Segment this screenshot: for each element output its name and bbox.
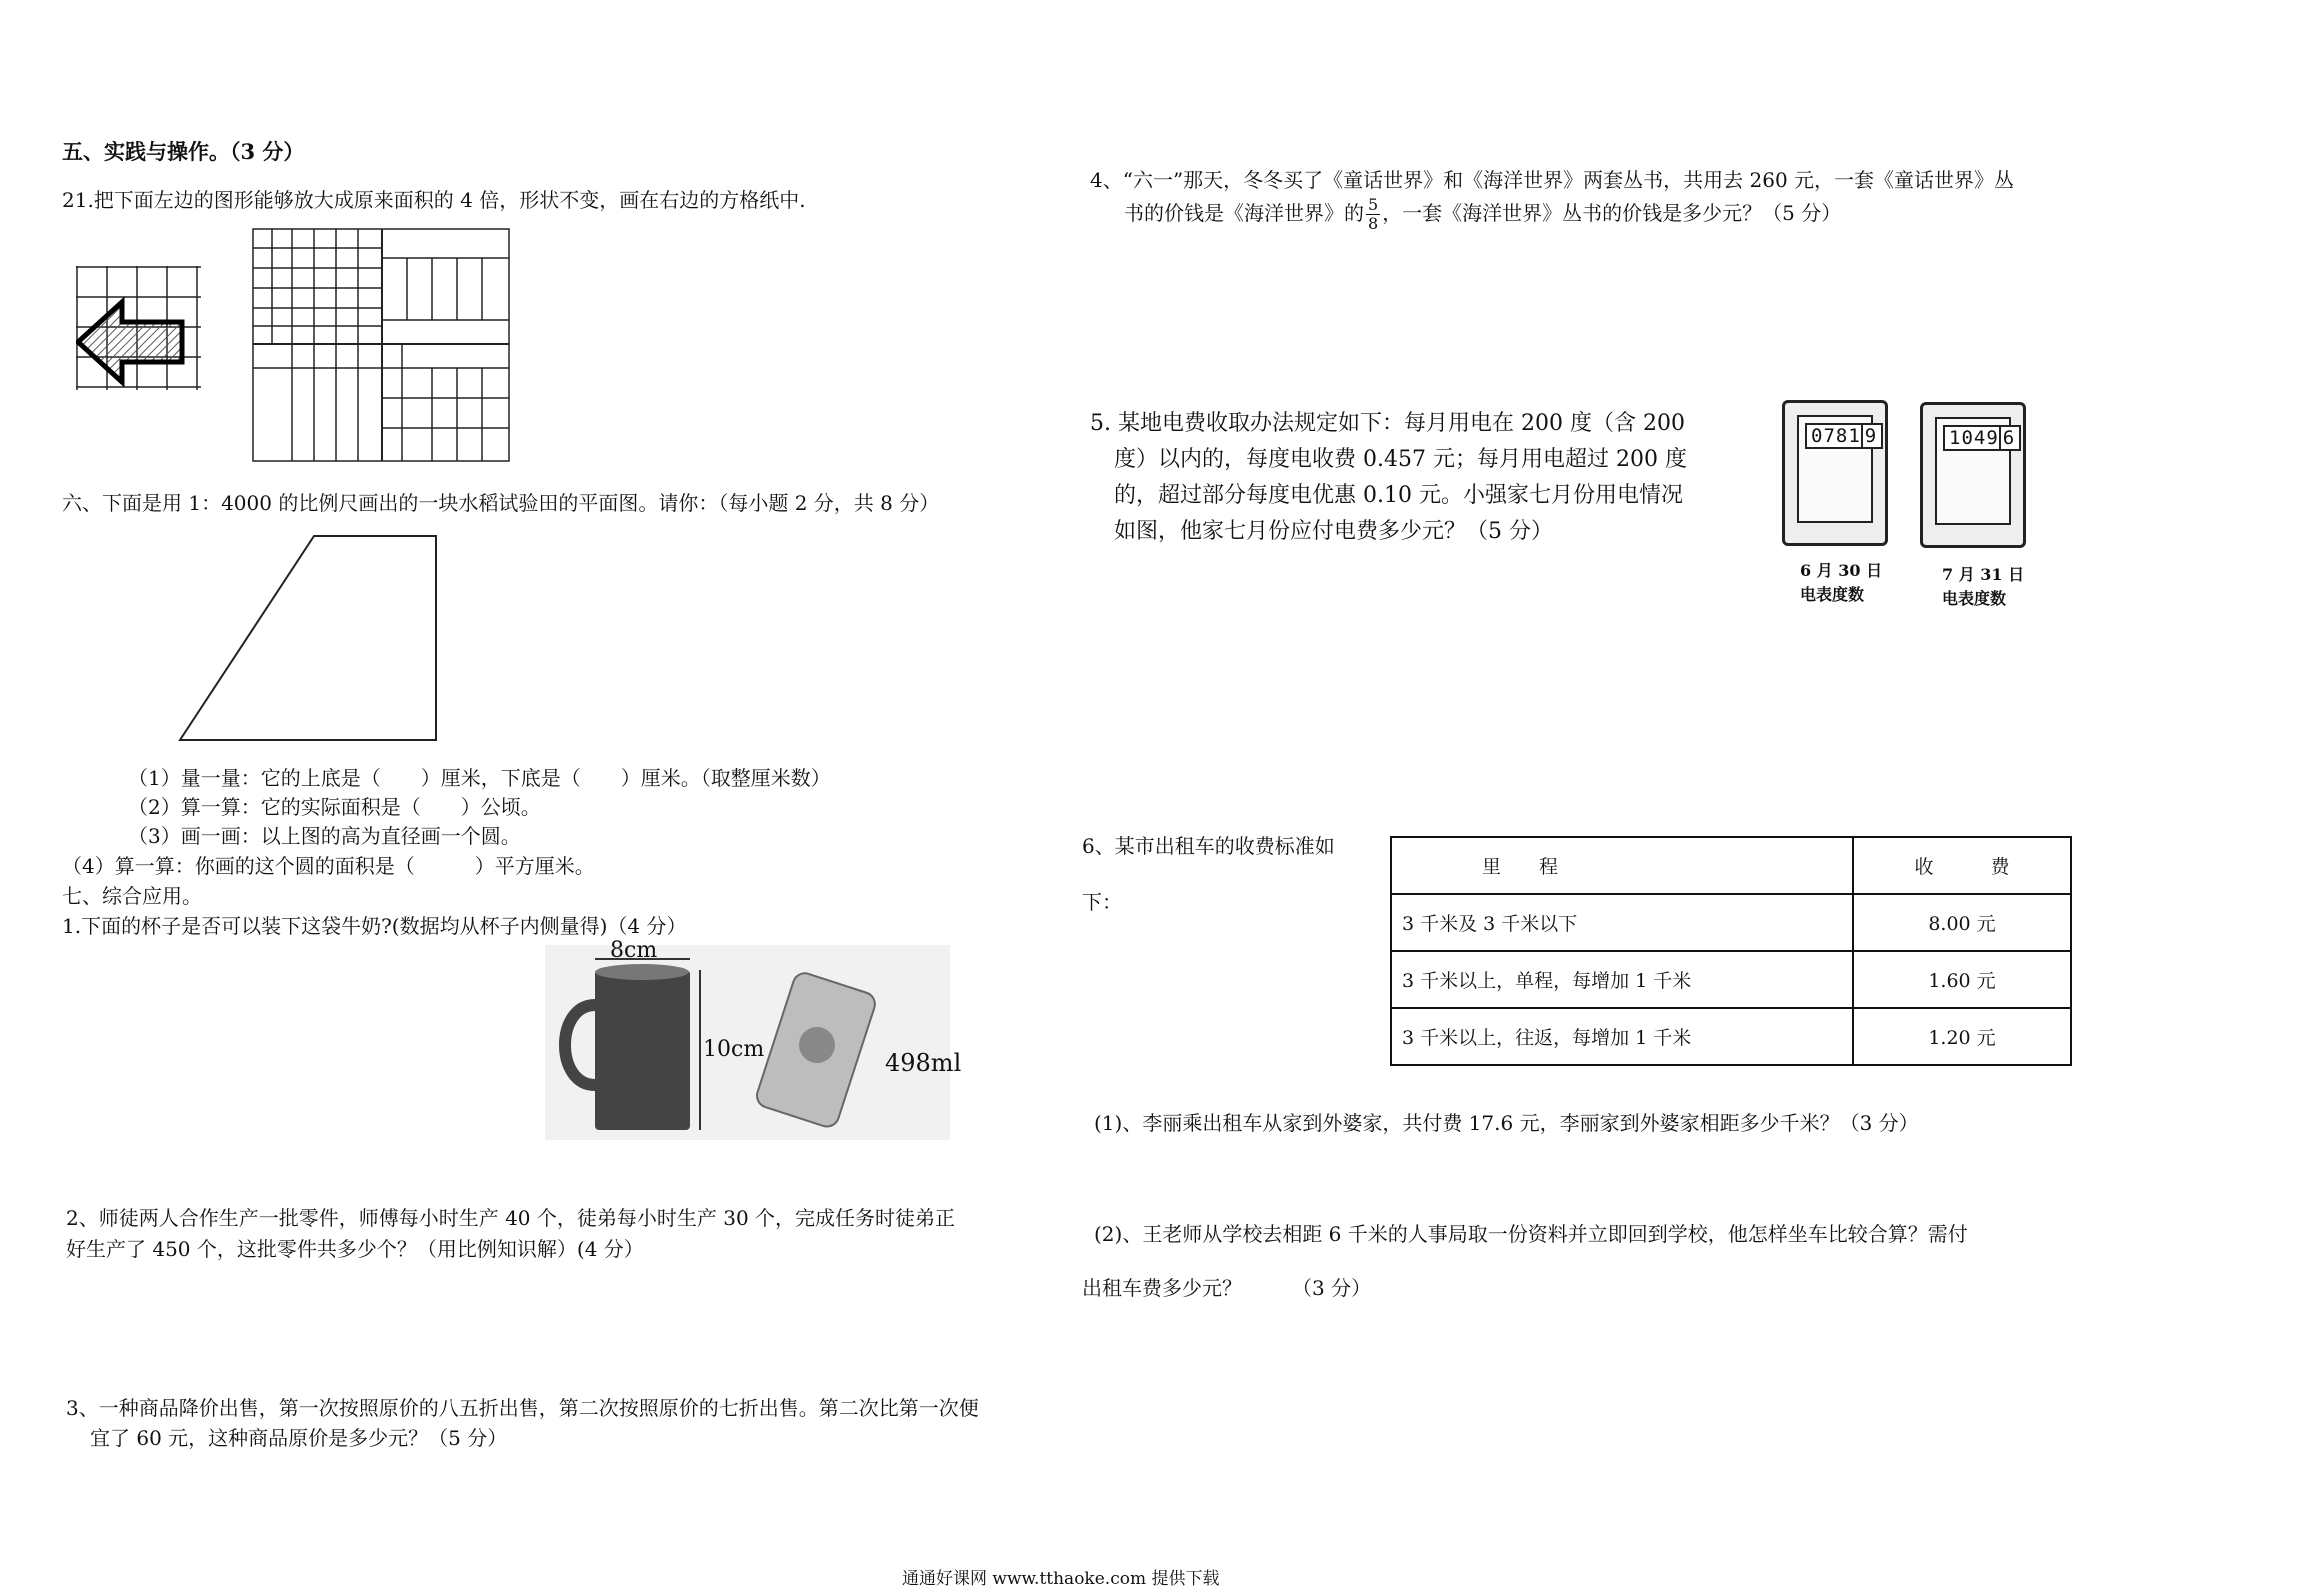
- q4-line2-post: ，一套《海洋世界》丛书的价钱是多少元？（5 分）: [1382, 201, 1842, 225]
- table-cell-fee: 1.20 元: [1853, 1008, 2071, 1065]
- table-row: [1391, 951, 2071, 1008]
- grid-paper: [252, 228, 512, 464]
- section6-title: 六、下面是用 1：4000 的比例尺画出的一块水稻试验田的平面图。请你：（每小题 2 分，共 8 分）: [62, 491, 940, 515]
- meter2-caption: 电表度数: [1942, 589, 2007, 608]
- table-row: [1391, 894, 2071, 951]
- table-row: [1391, 1008, 2071, 1065]
- q5-text: [1090, 406, 1687, 550]
- q4-line1: 4、“六一”那天，冬冬买了《童话世界》和《海洋世界》两套丛书，共用去 260 元，一套《童话世界》丛: [1090, 168, 2015, 192]
- meter2-date: 7 月 31 日: [1942, 565, 2025, 584]
- q6-sub2-line1: (2)、王老师从学校去相距 6 千米的人事局取一份资料并立即回到学校，他怎样坐车比较合算？需付: [1094, 1222, 1968, 1246]
- table-cell-distance: 3 千米及 3 千米以下: [1391, 894, 1853, 951]
- section5-title: 五、实践与操作。（3 分）: [62, 139, 305, 164]
- table-cell-distance: 3 千米以上，往返，每增加 1 千米: [1391, 1008, 1853, 1065]
- arrow-shape-grid: [76, 266, 201, 390]
- q5-line-1: 5. 某地电费收取办法规定如下：每月用电在 200 度（含 200: [1090, 411, 1685, 436]
- meter1-digits: 0781: [1811, 425, 1861, 447]
- electric-meter-june: [1782, 400, 1888, 546]
- table-header-distance: 里 程: [1391, 837, 1853, 894]
- q5-line-3: 的，超过部分每度电优惠 0.10 元。小强家七月份用电情况: [1114, 483, 1683, 508]
- section7-q3-line2: 宜了 60 元，这种商品原价是多少元？（5 分）: [90, 1426, 508, 1450]
- q6-sub2-line2: 出租车费多少元？ （3 分）: [1082, 1276, 1372, 1300]
- section6-item-3: （3）画一画：以上图的高为直径画一个圆。: [128, 824, 521, 848]
- cup-height-label: 10cm: [703, 1037, 765, 1062]
- meter2-last-digit: 6: [1999, 427, 2015, 449]
- taxi-fare-table: [1390, 836, 2072, 1066]
- q6-sub1: (1)、李丽乘出租车从家到外婆家，共付费 17.6 元，李丽家到外婆家相距多少千米？（3 分）: [1094, 1111, 1919, 1135]
- table-cell-fee: 8.00 元: [1853, 894, 2071, 951]
- q6-line2: 下：: [1082, 890, 1122, 914]
- cup-width-label: 8cm: [610, 938, 658, 963]
- table-cell-fee: 1.60 元: [1853, 951, 2071, 1008]
- section7-q2-line2: 好生产了 450 个，这批零件共多少个？（用比例知识解）(4 分）: [66, 1237, 644, 1261]
- meter1-caption: 电表度数: [1800, 585, 1865, 604]
- q21-text: 21.把下面左边的图形能够放大成原来面积的 4 倍，形状不变，画在右边的方格纸中.: [62, 188, 806, 212]
- q4-fraction: [1366, 196, 1380, 233]
- q4-frac-den: 8: [1368, 214, 1379, 233]
- milk-volume-label: 498ml: [885, 1049, 962, 1077]
- q6-line1: 6、某市出租车的收费标准如: [1082, 834, 1335, 858]
- q4-frac-num: 5: [1368, 195, 1379, 214]
- table-header-row: [1391, 837, 2071, 894]
- section7-title: 七、综合应用。: [62, 884, 202, 908]
- q4-line2: [1124, 196, 1841, 233]
- section7-q3-line1: 3、一种商品降价出售，第一次按照原价的八五折出售，第二次按照原价的七折出售。第二次比第一次便: [66, 1396, 979, 1420]
- meter2-digits: 1049: [1949, 427, 1999, 449]
- section7-q2-line1: 2、师徒两人合作生产一批零件，师傅每小时生产 40 个，徒弟每小时生产 30 个，完成任务时徒弟正: [66, 1206, 956, 1230]
- q5-line-2: 度）以内的，每度电收费 0.457 元；每月用电超过 200 度: [1114, 447, 1687, 472]
- page-footer: 通通好课网 www.tthaoke.com 提供下载: [902, 1569, 1220, 1589]
- q4-line2-pre: 书的价钱是《海洋世界》的: [1124, 201, 1364, 225]
- section6-item-2: （2）算一算：它的实际面积是（ ）公顷。: [128, 795, 541, 819]
- section6-item-4: （4）算一算：你画的这个圆的面积是（ ）平方厘米。: [62, 854, 595, 878]
- table-cell-distance: 3 千米以上，单程，每增加 1 千米: [1391, 951, 1853, 1008]
- section6-item-1: （1）量一量：它的上底是（ ）厘米，下底是（ ）厘米。（取整厘米数）: [128, 766, 831, 790]
- table-header-fee: 收 费: [1853, 837, 2071, 894]
- electric-meter-july: [1920, 402, 2026, 548]
- cup-milk-illustration: [545, 938, 962, 1140]
- section7-q1: 1.下面的杯子是否可以装下这袋牛奶?(数据均从杯子内侧量得)（4 分）: [62, 914, 687, 938]
- meter1-last-digit: 9: [1861, 425, 1877, 447]
- q5-line-4: 如图，他家七月份应付电费多少元？（5 分）: [1114, 519, 1553, 544]
- meter1-date: 6 月 30 日: [1800, 561, 1883, 580]
- trapezoid-figure: [178, 534, 440, 744]
